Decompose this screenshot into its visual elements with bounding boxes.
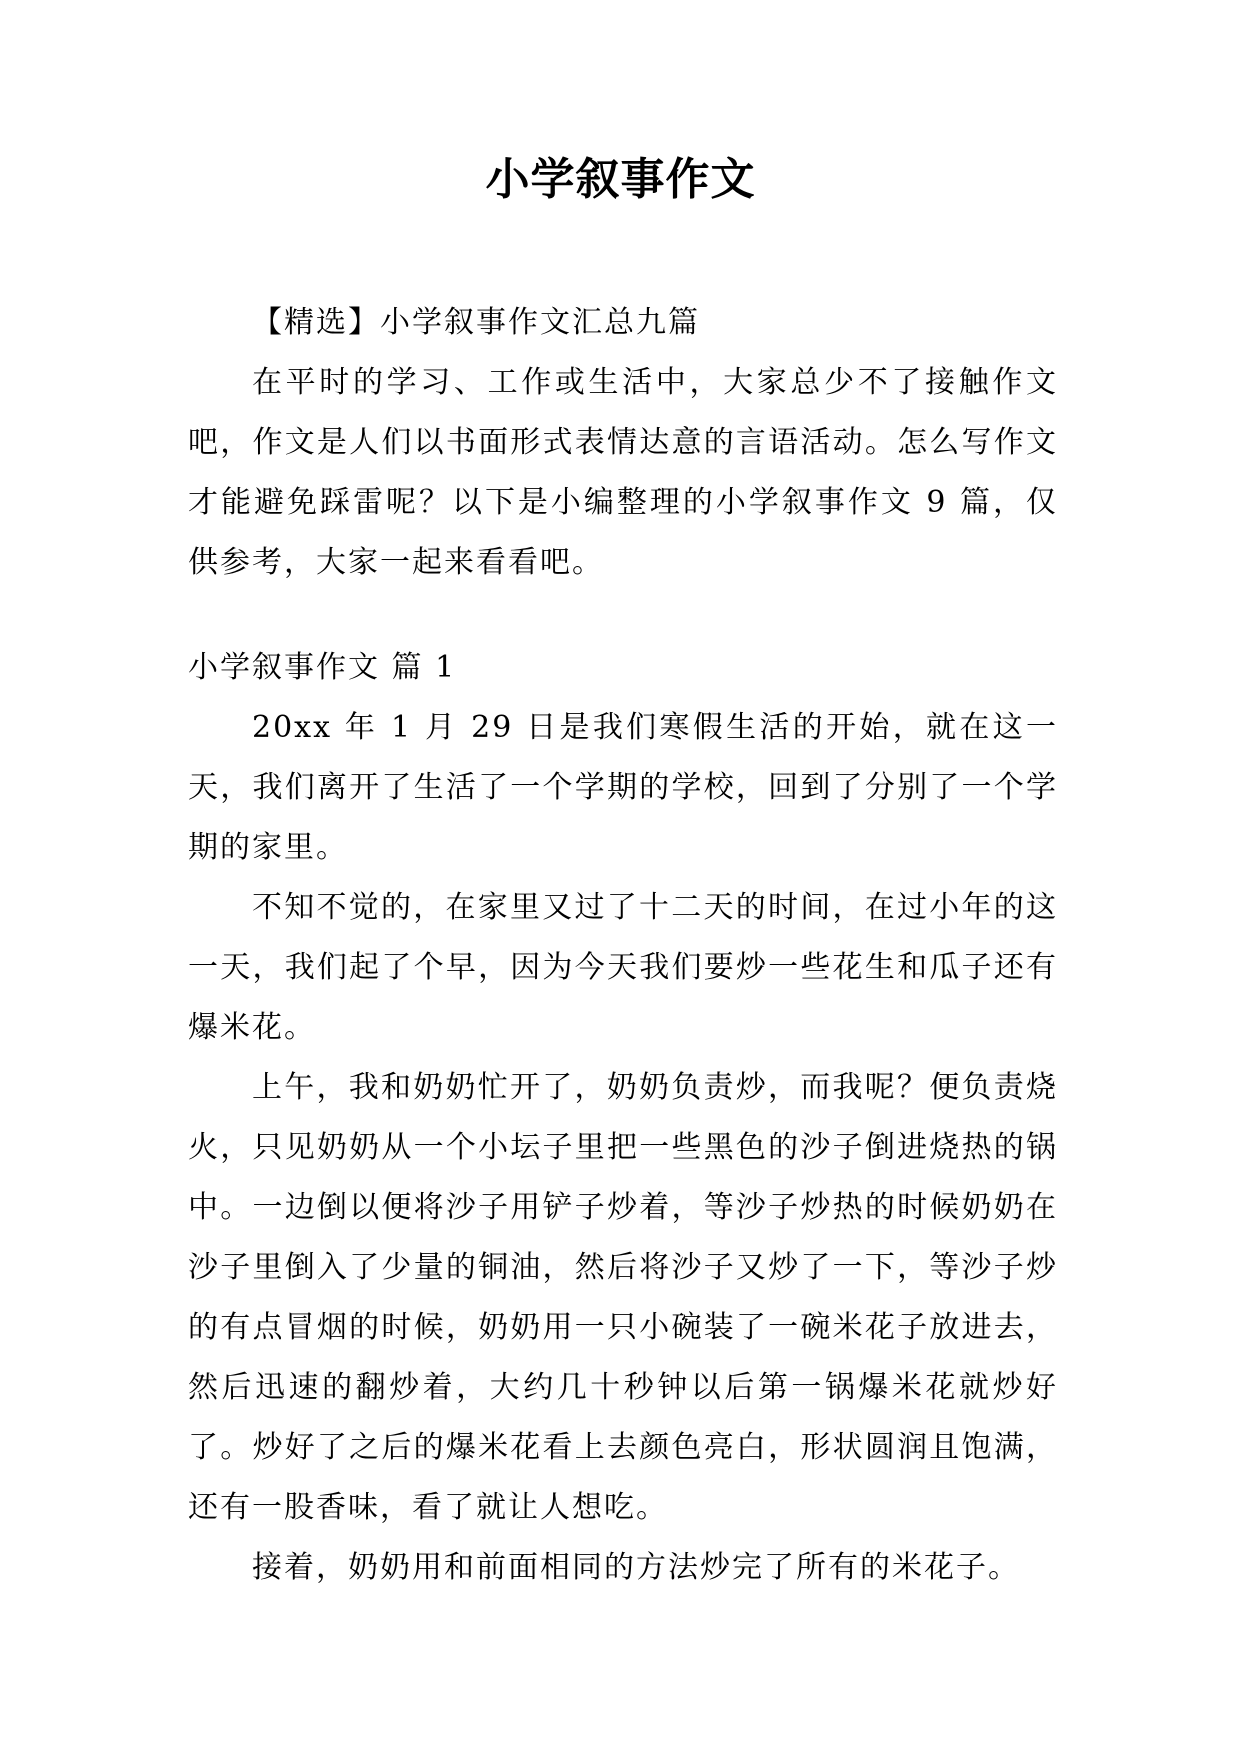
paragraph-2: 不知不觉的，在家里又过了十二天的时间，在过小年的这一天，我们起了个早，因为今天我们要炒一些花生和瓜子还有爆米花。 [188, 890, 1058, 1045]
document-title: 小学叙事作文 [485, 154, 756, 205]
paragraph-4: 接着，奶奶用和前面相同的方法炒完了所有的米花子。 [252, 1550, 1020, 1585]
section-1 [188, 638, 1058, 1598]
paragraph-1: 20xx 年 1 月 29 日是我们寒假生活的开始，就在这一天，我们离开了生活了一个学期的学校，回到了分别了一个学期的家里。 [188, 710, 1058, 865]
section-heading: 小学叙事作文 篇 1 [188, 650, 457, 685]
intro-paragraph: 在平时的学习、工作或生活中，大家总少不了接触作文吧，作文是人们以书面形式表情达意的言语活动。怎么写作文才能避免踩雷呢？以下是小编整理的小学叙事作文 9 篇，仅供参考，大家一起来看看吧。 [188, 365, 1058, 580]
lead-line: 【精选】小学叙事作文汇总九篇 [252, 305, 700, 340]
intro-block [188, 293, 1058, 593]
paragraph-3: 上午，我和奶奶忙开了，奶奶负责炒，而我呢？便负责烧火，只见奶奶从一个小坛子里把一些黑色的沙子倒进烧热的锅中。一边倒以便将沙子用铲子炒着，等沙子炒热的时候奶奶在沙子里倒入了少量的铜油，然后将沙子又炒了一下，等沙子炒的有点冒烟的时候，奶奶用一只小碗装了一碗米花子放进去，然后迅速的翻炒着，大约几十秒钟以后第一锅爆米花就炒好了。炒好了之后的爆米花看上去颜色亮白，形状圆润且饱满，还有一股香味，看了就让人想吃。 [188, 1070, 1058, 1525]
